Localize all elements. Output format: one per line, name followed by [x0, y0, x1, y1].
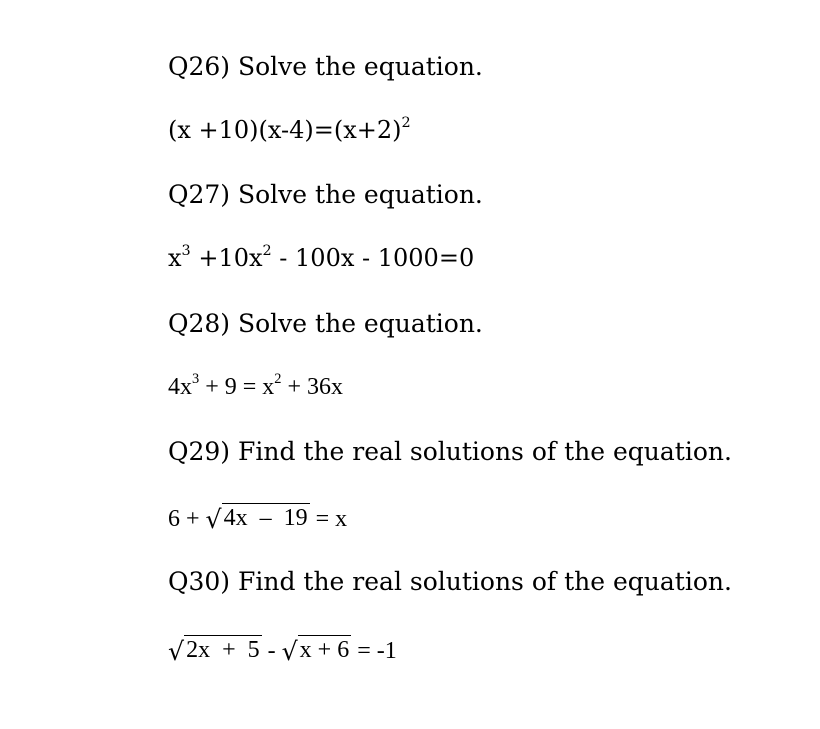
eq29-suffix: = x: [309, 505, 348, 532]
eq30-minus: -: [261, 637, 282, 664]
eq28-exponent-2: 2: [274, 371, 282, 388]
eq26-text: (x +10)(x-4)=(x+2): [168, 116, 402, 144]
eq27-term-1: x: [168, 244, 182, 272]
radical-sign-icon: √: [168, 636, 185, 666]
question-29-equation: [168, 503, 348, 534]
square-root-2: [281, 635, 352, 666]
question-30-equation: [168, 635, 397, 666]
question-29-prompt: Q29) Find the real solutions of the equation.: [168, 437, 732, 466]
eq27-exponent-1: 3: [181, 243, 191, 260]
eq30-radicand-2: x + 6: [299, 637, 350, 663]
question-28-equation: [168, 371, 344, 400]
radical-sign-icon: √: [205, 504, 222, 534]
eq28-exponent-1: 3: [192, 371, 200, 388]
eq27-exponent-2: 2: [262, 243, 272, 260]
question-28-prompt: Q28) Solve the equation.: [168, 309, 483, 338]
question-30-prompt: Q30) Find the real solutions of the equation.: [168, 567, 732, 596]
eq28-term-1: 4x: [168, 374, 192, 400]
square-root-1: [168, 635, 262, 666]
eq27-term-2: +10x: [190, 244, 263, 272]
radical-sign-icon: √: [281, 636, 298, 666]
question-26-prompt: Q26) Solve the equation.: [168, 52, 483, 81]
eq29-prefix: 6 +: [168, 505, 206, 532]
eq27-term-3: - 100x - 1000=0: [271, 244, 475, 272]
eq30-radicand-1: 2x + 5: [186, 637, 260, 663]
eq28-term-2: + 9 = x: [199, 374, 275, 400]
question-27-equation: [168, 243, 475, 272]
eq26-exponent: 2: [401, 115, 411, 132]
question-26-equation: [168, 115, 411, 144]
square-root: [205, 503, 310, 534]
eq30-suffix: = -1: [351, 637, 397, 664]
eq29-radicand: 4x – 19: [223, 505, 308, 531]
eq28-term-3: + 36x: [281, 374, 344, 400]
question-27-prompt: Q27) Solve the equation.: [168, 180, 483, 209]
